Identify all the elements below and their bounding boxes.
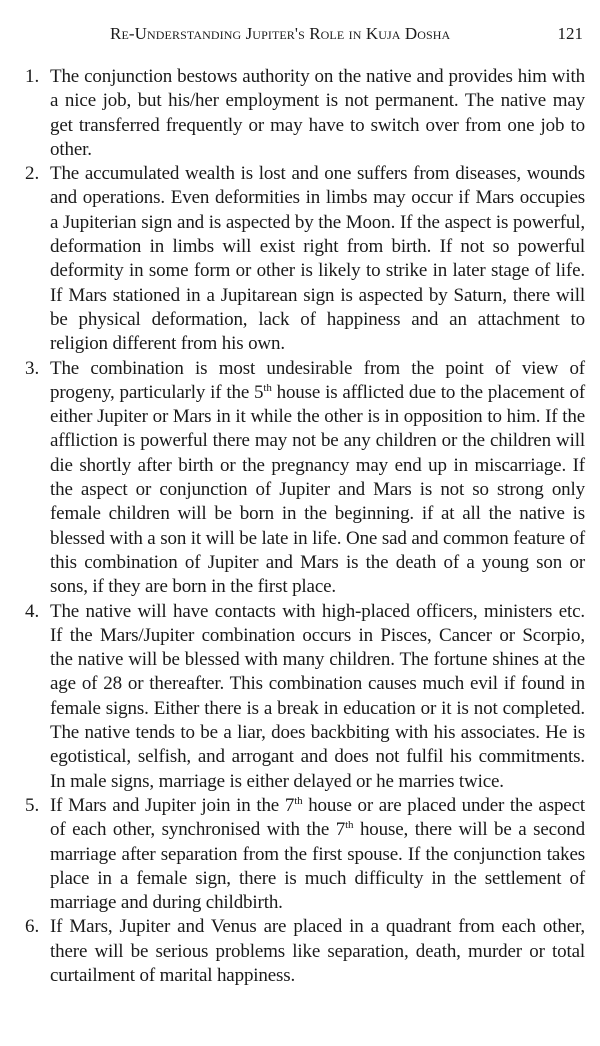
ordinal-superscript: th — [294, 794, 303, 807]
item-number: 3. — [25, 357, 40, 379]
running-title: Re-Understanding Jupiter's Role in Kuja Dosha — [110, 24, 451, 43]
item-text: The accumulated wealth is lost and one suffers from diseases, wounds and operations. Even deformities in limbs may occur if Mars occupies a Jupiterian sign and is aspected by the Moon. If the aspect is powerful, deformation in limbs will exist right from birth. If not so powerful deformity in some form or other is likely to strike in later stage of life. If Mars stationed in a Jupitarean sign is aspected by Saturn, there will be physical deformation, lack of happiness and an attachment to religion different from his own. — [50, 163, 585, 355]
item-number: 6. — [25, 916, 40, 938]
text-segment: house or are placed under the aspect of each other, synchronised with the 7 — [50, 794, 586, 841]
item-text — [50, 794, 585, 915]
item-text: The native will have contacts with high-placed officers, ministers etc. If the Mars/Jupiter combination occurs in Pisces, Cancer or Scorpio, the native will be blessed with many children. The fortune shines at the age of 28 or thereafter. This combination causes much evil if found in female signs. Either there is a break in education or it is not completed. The native tends to be a liar, does backbiting with his associates. He is egotistical, selfish, and arrogant and does not fulfil his commitments. In male signs, marriage is either delayed or he marries twice. — [50, 600, 585, 792]
list-item-6 — [0, 915, 600, 988]
item-number: 1. — [25, 66, 40, 87]
page-header — [0, 24, 600, 48]
list-item-3 — [0, 357, 600, 600]
list-item-5 — [0, 794, 600, 915]
item-number: 4. — [25, 600, 40, 622]
item-number: 2. — [25, 163, 40, 185]
text-segment: The combination is most undesirable from the point of view of progeny, particularly if the 5 — [50, 357, 585, 403]
ordinal-superscript: th — [263, 381, 272, 394]
item-number: 5. — [25, 794, 40, 816]
page-number: 121 — [557, 24, 583, 43]
text-segment: house, there will be a second marriage after separation from the first spouse. If the conjunction takes place in a female sign, there is much difficulty in the settlement of marriage and during childbirth. — [50, 819, 585, 914]
item-text: The conjunction bestows authority on the native and provides him with a nice job, but his/her employment is not permanent. The native may get transferred frequently or may have to switch over from one job to other. — [50, 66, 585, 160]
text-segment: house is afflicted due to the placement of either Jupiter or Mars in it while the other is in opposition to him. If the affliction is powerful there may not be any children or the children will die shortly after birth or the pregnancy may end up in miscarriage. If the aspect or conjunction of Jupiter and Mars is not so strong only female children will be born in the beginning. if at all the native is blessed with a son it will be late in life. One sad and common feature of this combination of Jupiter and Mars is the death of a young son or sons, if they are born in the first place. — [50, 381, 585, 598]
text-segment: If Mars and Jupiter join in the 7 — [50, 794, 295, 816]
item-text: If Mars, Jupiter and Venus are placed in a quadrant from each other, there will be serious problems like separation, death, murder or total curtailment of marital happiness. — [50, 916, 585, 986]
list-item-1 — [0, 65, 600, 162]
list-item-2 — [0, 162, 600, 356]
numbered-list — [0, 65, 600, 988]
list-item-4 — [0, 600, 600, 794]
ordinal-superscript: th — [345, 819, 354, 832]
item-text — [50, 357, 585, 600]
